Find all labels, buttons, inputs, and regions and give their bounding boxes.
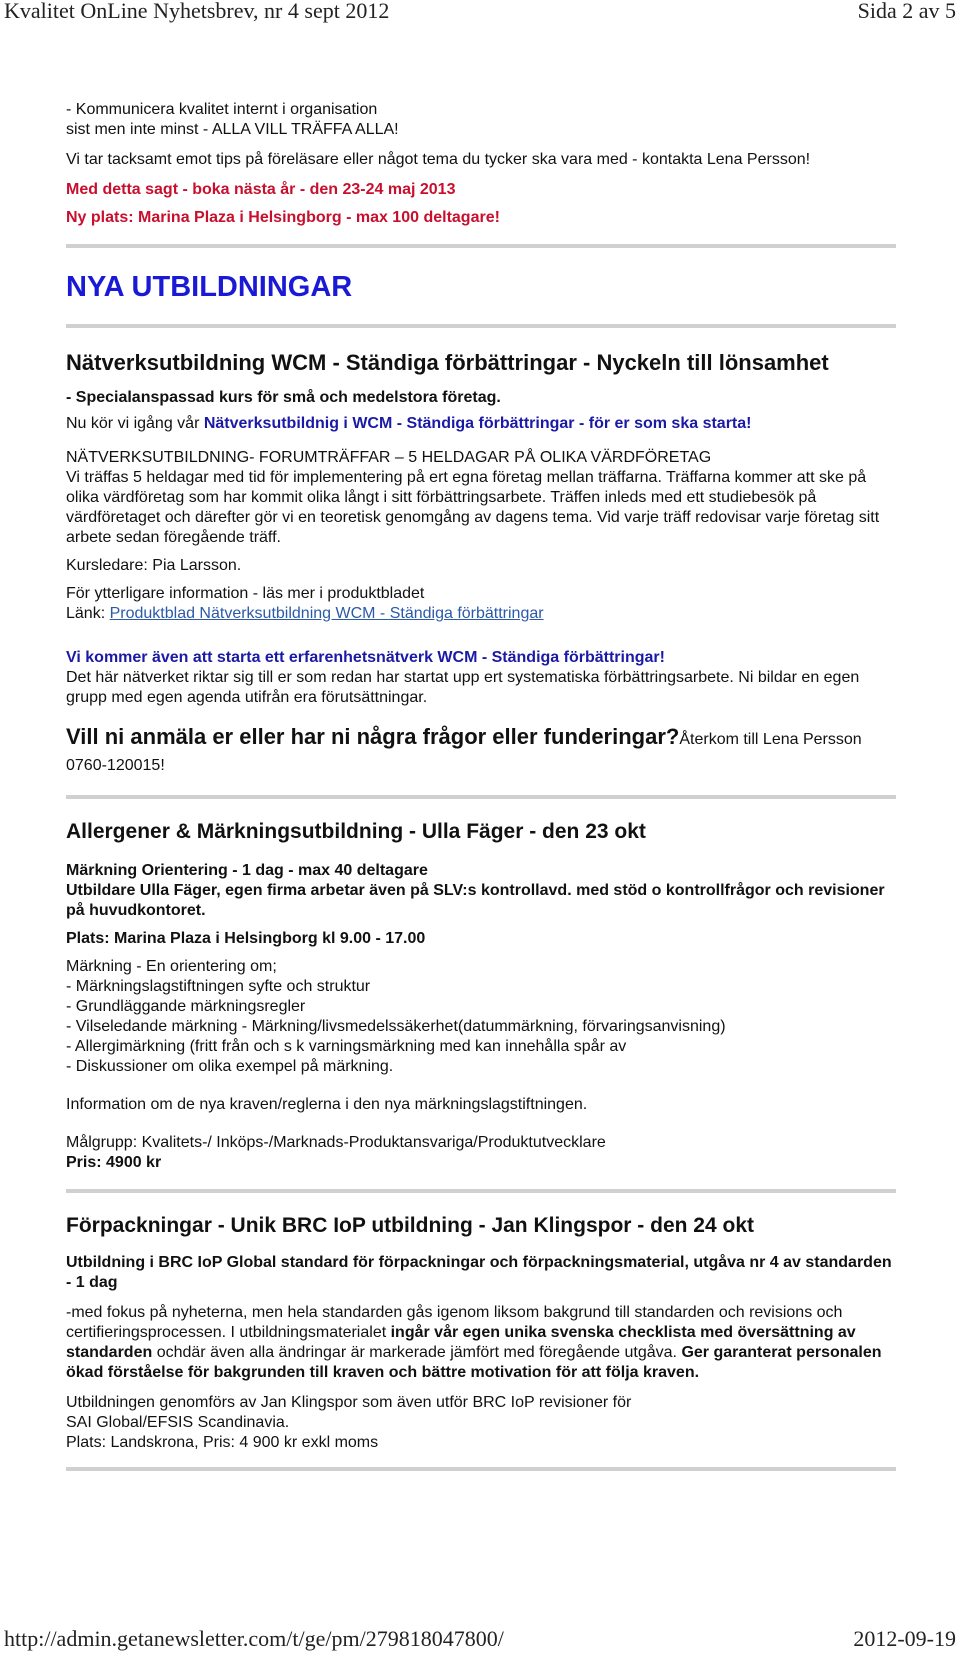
section-title-packaging: Förpackningar - Unik BRC IoP utbildning - Jan Klingspor - den 24 okt [66,1214,754,1237]
page-header [0,0,960,24]
allergen-info: Information om de nya kraven/reglerna i den nya märkningslagstiftningen. [66,1096,588,1113]
list-item: - Grundläggande märkningsregler [66,998,306,1015]
brc-venue-price: Plats: Landskrona, Pris: 4 900 kr exkl moms [66,1434,379,1451]
newsletter-content [66,100,896,1471]
allergen-venue: Plats: Marina Plaza i Helsingborg kl 9.00 - 17.00 [66,930,426,947]
allergen-price: Pris: 4900 kr [66,1154,162,1171]
booking-text: Med detta sagt - boka nästa år - den 23-24 maj 2013 [66,181,456,198]
divider [66,324,896,328]
course-title: Nätverksutbildning WCM - Ständiga förbättringar - Nyckeln till lönsamhet [66,350,829,375]
section-title-allergens: Allergener & Märkningsutbildning - Ulla Fäger - den 23 okt [66,820,646,843]
divider [66,1189,896,1193]
brc-desc-part: ochdär även alla ändringar är markerade jämfört med föregående utgåva. [152,1344,682,1361]
divider [66,244,896,248]
list-item: - Märkningslagstiftningen syfte och struktur [66,978,371,995]
intro-line: sist men inte minst - ALLA VILL TRÄFFA ALLA! [66,121,399,138]
allergen-trainer: Utbildare Ulla Fäger, egen firma arbetar även på SLV:s kontrollavd. med stöd o kontrollfrågor och revisioner på huvudkontoret. [66,882,885,919]
brc-desc-highlight: ingår vår egen unika svenska checklista med översättning av standarden [66,1324,856,1361]
venue-text: Ny plats: Marina Plaza i Helsingborg - max 100 deltagare! [66,209,500,226]
product-sheet-link[interactable]: Produktblad Nätverksutbildning WCM - Ständiga förbättringar [109,605,544,622]
brc-trainer: Utbildningen genomförs av Jan Klingspor som även utför BRC IoP revisioner för [66,1394,632,1411]
signup-contact: Återkom till Lena Persson 0760-120015! [66,731,862,774]
footer-date: 2012-09-19 [853,1626,956,1651]
footer-url: http://admin.getanewsletter.com/t/ge/pm/279818047800/ [4,1626,504,1651]
signup-question: Vill ni anmäla er eller har ni några frågor eller funderingar? [66,724,680,749]
more-info: För ytterligare information - läs mer i produktbladet [66,585,425,602]
brc-description [66,1303,896,1383]
network-body: Det här nätverket riktar sig till er som redan har startat upp ert systematiska förbättringsarbete. Ni bildar en egen grupp med egen agenda utifrån era förutsättningar. [66,669,860,706]
page-footer [0,1626,960,1652]
product-link-line [66,604,896,624]
brc-trainer-org: SAI Global/EFSIS Scandinavia. [66,1414,290,1431]
course-start-prefix: Nu kör vi igång vår [66,415,204,432]
list-item: - Diskussioner om olika exempel på märkning. [66,1058,394,1075]
allergen-list [66,957,896,1077]
divider [66,1467,896,1471]
page-number: Sida 2 av 5 [857,0,956,23]
brc-desc-highlight: Ger garanterat personalen ökad förståelse för bakgrunden till kraven och bättre motivation för att följa kraven. [66,1344,882,1381]
list-item: Märkning - En orientering om; [66,958,277,975]
network-heading: Vi kommer även att starta ett erfarenhetsnätverk WCM - Ständiga förbättringar! [66,649,665,666]
brc-subtitle: Utbildning i BRC IoP Global standard för förpackningar och förpackningsmaterial, utgåva nr 4 av standarden - 1 dag [66,1254,892,1291]
tips-text: Vi tar tacksamt emot tips på föreläsare eller något tema du tycker ska vara med - kontakta Lena Persson! [66,151,811,168]
section-title-new-courses: NYA UTBILDNINGAR [66,271,353,303]
forum-heading: NÄTVERKSUTBILDNING- FORUMTRÄFFAR – 5 HELDAGAR PÅ OLIKA VÄRDFÖRETAG [66,449,712,466]
course-subtitle: - Specialanspassad kurs för små och medelstora företag. [66,389,501,406]
allergen-course-info: Märkning Orientering - 1 dag - max 40 deltagare [66,862,428,879]
forum-body: Vi träffas 5 heldagar med tid för implementering på ert egna företag mellan träffarna. Träffarna kommer att ske på olika värdföretag som har kommit olika långt i sitt förbättringsarbete. Träffen inleds med ett studiebesök på värdföretaget och därefter gör vi en teoretisk genomgång av dagens tema. Vid varje träff redovisar varje företag sitt arbete sedan föregående träff. [66,469,880,546]
course-start [66,414,896,434]
list-item: - Vilseledande märkning - Märkning/livsmedelssäkerhet(datummärkning, förvaringsanvisning) [66,1018,726,1035]
list-item: - Allergimärkning (fritt från och s k varningsmärkning med kan innehålla spår av [66,1038,627,1055]
newsletter-title: Kvalitet OnLine Nyhetsbrev, nr 4 sept 2012 [4,0,390,23]
divider [66,795,896,799]
link-prefix: Länk: [66,605,110,622]
course-start-highlight: Nätverksutbildnig i WCM - Ständiga förbättringar - för er som ska starta! [203,415,752,432]
intro-line: - Kommunicera kvalitet internt i organisation [66,101,378,118]
course-leader: Kursledare: Pia Larsson. [66,557,242,574]
allergen-target: Målgrupp: Kvalitets-/ Inköps-/Marknads-Produktansvariga/Produktutvecklare [66,1134,606,1151]
signup-text [66,724,896,779]
brc-desc-part: -med fokus på nyheterna, men hela standarden gås igenom liksom bakgrund till standarden och revisions och certifieringsprocessen. I utbildningsmaterialet [66,1304,843,1341]
